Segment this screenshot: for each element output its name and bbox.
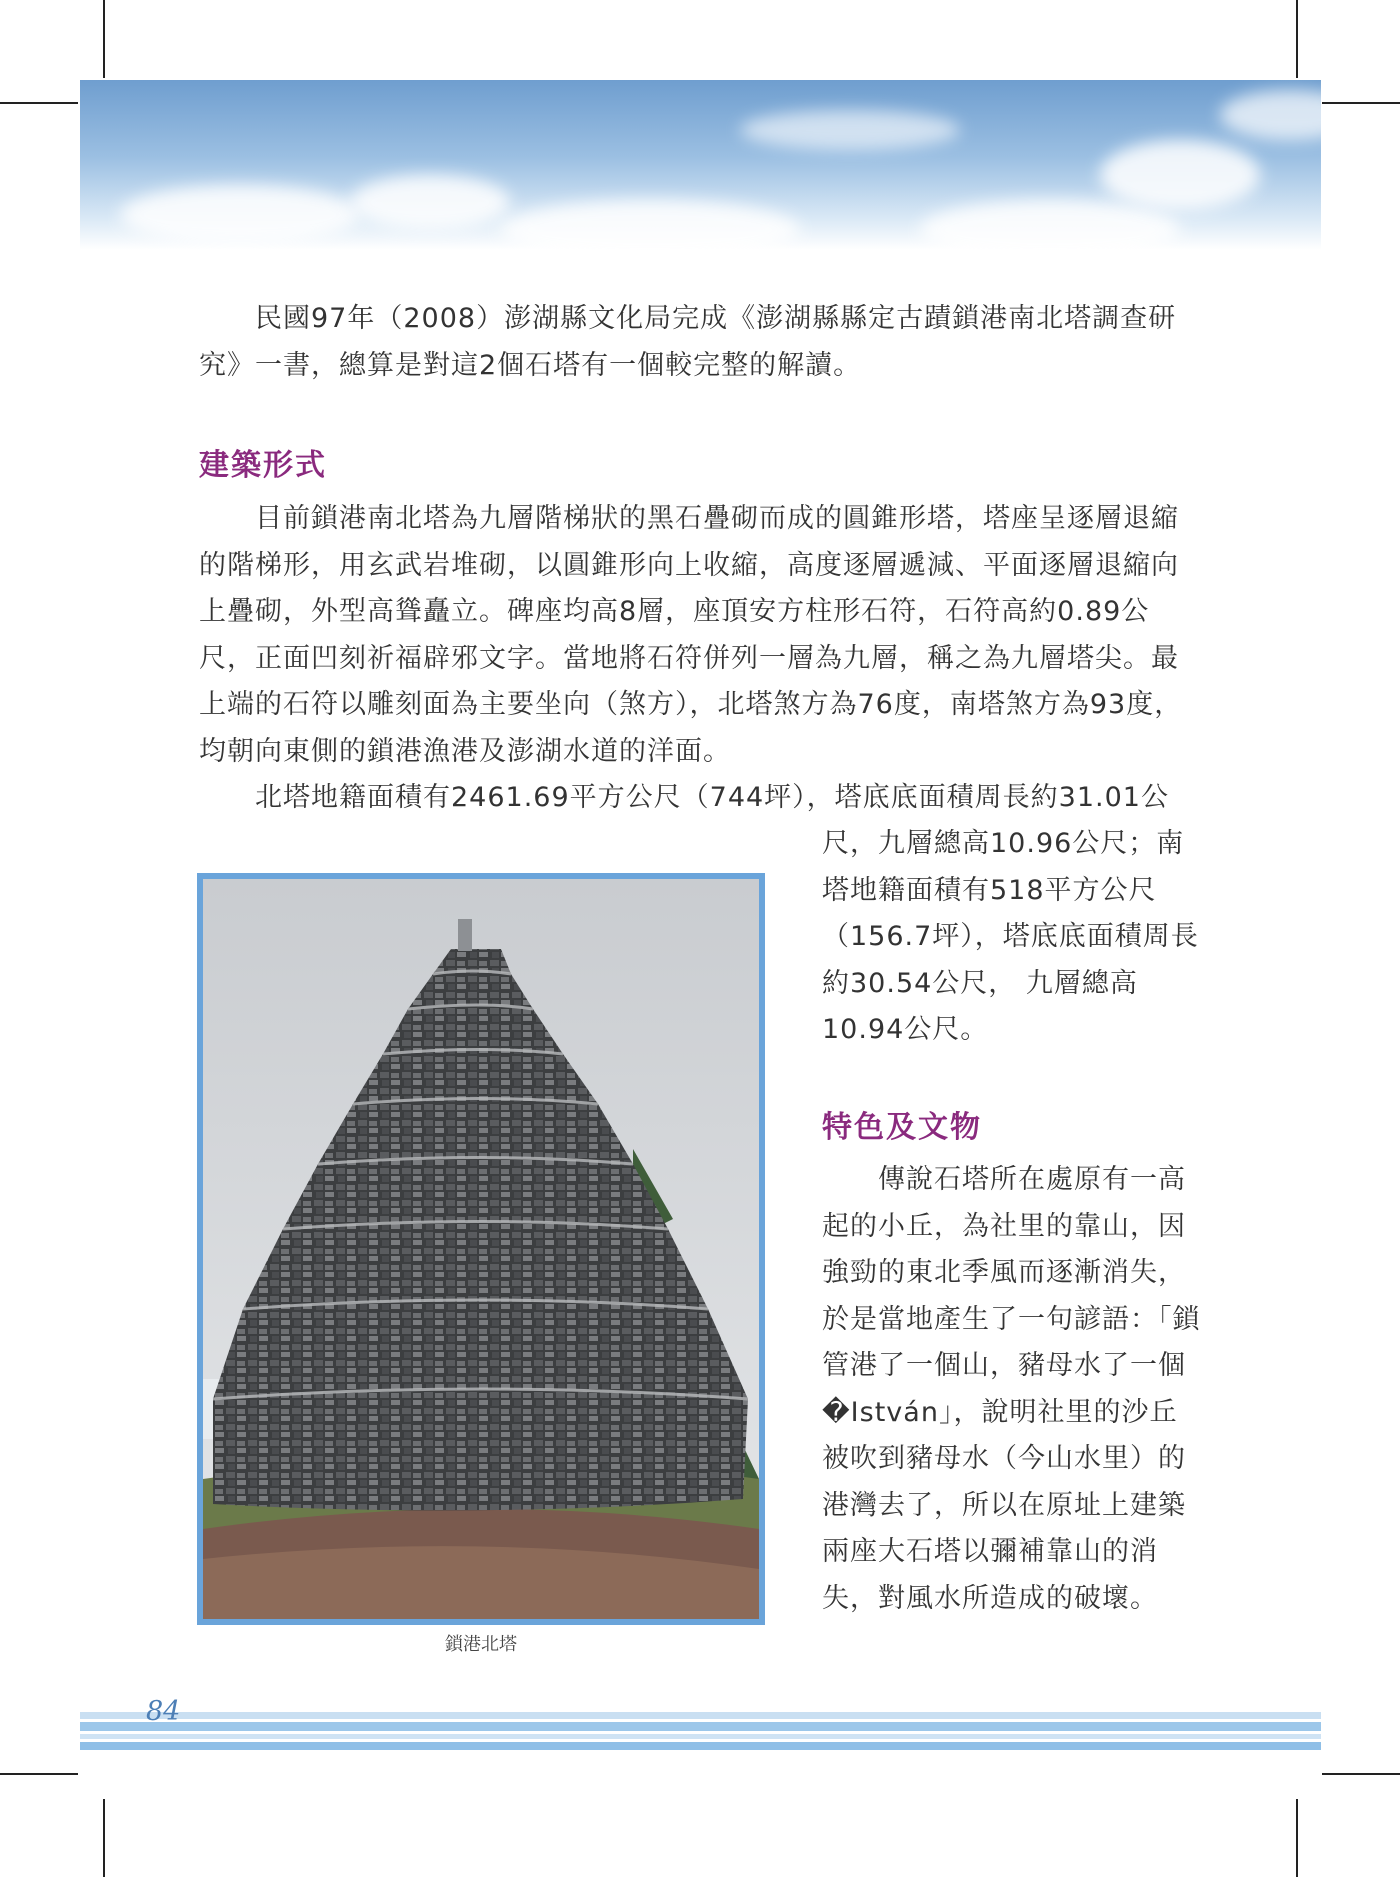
crop-mark — [1296, 1799, 1298, 1877]
architecture-paragraph: 目前鎖港南北塔為九層階梯狀的黑石疊砌而成的圓錐形塔，塔座呈逐層退縮的階梯形，用玄武岩堆砌，以圓錐形向上收縮，高度逐層遞減、平面逐層退縮向上疊砌，外型高聳矗立。碑座均高8層，座頂安方柱形石符，石符高約0.89公尺，正面凹刻祈福辟邪文字。當地將石符併列一層為九層，稱之為九層塔尖。最上端的石符以雕刻面為主要坐向（煞方），北塔煞方為76度，南塔煞方為93度，均朝向東側的鎖港漁港及澎湖水道的洋面。 — [199, 503, 1183, 767]
footer-band — [80, 1742, 1321, 1750]
crop-mark — [1322, 1773, 1400, 1775]
photo-caption: 鎖港北塔 — [445, 1634, 517, 1655]
crop-mark — [1322, 102, 1400, 104]
footer-band — [80, 1722, 1321, 1731]
sky-header-image — [80, 80, 1321, 250]
footer-band — [80, 1734, 1321, 1739]
crop-mark — [1296, 0, 1298, 78]
crop-mark — [103, 0, 105, 78]
features-paragraph: 傳說石塔所在處原有一高起的小丘，為社里的靠山，因強勁的東北季風而逐漸消失，於是當地產生了一句諺語：「鎖管港了一個山，豬母水了一個�István」，說明社里的沙丘被吹到豬母水（今山水里）的港灣去了，所以在原址上建築兩座大石塔以彌補靠山的消失，對風水所造成的破壞。 — [822, 1164, 1201, 1614]
page-number: 84 — [146, 1696, 181, 1727]
crop-mark — [0, 102, 78, 104]
intro-paragraph: 民國97年（2008）澎湖縣文化局完成《澎湖縣縣定古蹟鎖港南北塔調查研究》一書，總算是對這2個石塔有一個較完整的解讀。 — [199, 303, 1177, 381]
section-heading-architecture: 建築形式 — [199, 448, 327, 483]
crop-mark — [0, 1773, 78, 1775]
footer-band — [80, 1712, 1321, 1719]
north-tower-area-paragraph: 北塔地籍面積有2461.69平方公尺（744坪），塔底底面積周長約31.01公 — [255, 782, 1169, 813]
section-heading-features: 特色及文物 — [822, 1110, 982, 1145]
tower-dimensions-paragraph: 尺，九層總高10.96公尺；南塔地籍面積有518平方公尺（156.7坪），塔底底面積周長約30.54公尺， 九層總高10.94公尺。 — [822, 828, 1199, 1045]
north-tower-photo — [197, 873, 765, 1625]
crop-mark — [103, 1799, 105, 1877]
